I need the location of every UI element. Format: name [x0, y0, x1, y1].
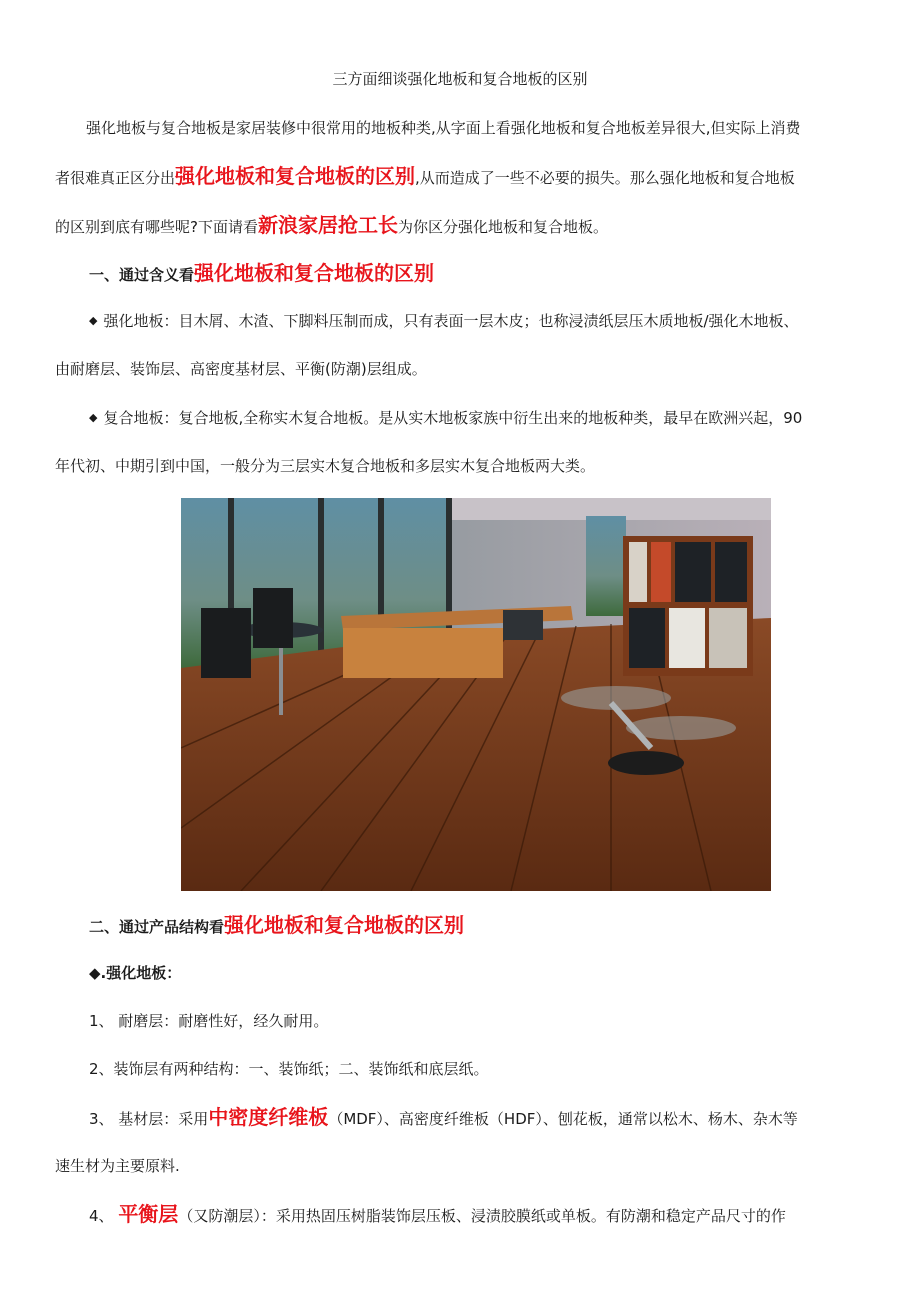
diamond-bullet-icon: ◆: [89, 314, 98, 327]
section-heading-text: 二、通过产品结构看: [89, 918, 225, 936]
section2-subheading: ◆.强化地板：: [89, 964, 182, 982]
structure-item-3-cont: 速生材为主要原料.: [55, 1157, 180, 1175]
section1-heading: [89, 262, 434, 286]
structure-item-3: [89, 1106, 798, 1130]
highlight-keyword: 强化地板和复合地板的区别: [175, 164, 416, 188]
intro-text: 的区别到底有哪些呢?下面请看: [55, 218, 258, 236]
section1-bullet-1: [89, 310, 799, 334]
section1-bullet-1-cont: 由耐磨层、装饰层、高密度基材层、平衡(防潮)层组成。: [55, 360, 427, 378]
item-text: （MDF）、高密度纤维板（HDF）、刨花板，通常以松木、杨木、杂木等: [328, 1110, 798, 1128]
item-text: 4、: [89, 1207, 119, 1225]
section-heading-highlight: 强化地板和复合地板的区别: [194, 261, 435, 285]
section-heading-text: 一、通过含义看: [89, 266, 195, 284]
structure-item-1: 1、 耐磨层：耐磨性好，经久耐用。: [89, 1012, 329, 1030]
highlight-keyword: 中密度纤维板: [208, 1105, 329, 1129]
section-heading-highlight: 强化地板和复合地板的区别: [224, 913, 465, 937]
highlight-keyword: 平衡层: [118, 1202, 179, 1226]
intro-text: 为你区分强化地板和复合地板。: [397, 218, 608, 236]
structure-item-2: 2、装饰层有两种结构：一、装饰纸；二、装饰纸和底层纸。: [89, 1060, 489, 1078]
item-text: 3、 基材层：采用: [89, 1110, 209, 1128]
intro-line-1: 强化地板与复合地板是家居装修中很常用的地板种类,从字面上看强化地板和复合地板差异很大,但实际上消费: [86, 119, 801, 137]
office-floor-photo: [181, 498, 771, 891]
intro-line-3: [55, 214, 608, 238]
intro-text: 者很难真正区分出: [55, 169, 176, 187]
section2-heading: [89, 914, 464, 938]
intro-text: ,从而造成了一些不必要的损失。那么强化地板和复合地板: [415, 169, 795, 187]
document-title: 三方面细谈强化地板和复合地板的区别: [332, 70, 588, 88]
structure-item-4: [89, 1203, 786, 1227]
section1-bullet-2: [89, 407, 802, 431]
item-text: （又防潮层）：采用热固压树脂装饰层压板、浸渍胶膜纸或单板。有防潮和稳定产品尺寸的作: [178, 1207, 786, 1225]
diamond-bullet-icon: ◆: [89, 411, 98, 424]
intro-line-2: [55, 165, 795, 189]
bullet-text: 强化地板：目木屑、木渣、下脚料压制而成，只有表面一层木皮；也称浸渍纸层压木质地板/强化木地板、: [103, 312, 799, 330]
highlight-link[interactable]: 新浪家居抢工长: [257, 213, 398, 237]
section1-bullet-2-cont: 年代初、中期引到中国，一般分为三层实木复合地板和多层实木复合地板两大类。: [55, 457, 596, 475]
bullet-text: 复合地板：复合地板,全称实木复合地板。是从实木地板家族中衍生出来的地板种类，最早在欧洲兴起，90: [103, 409, 803, 427]
